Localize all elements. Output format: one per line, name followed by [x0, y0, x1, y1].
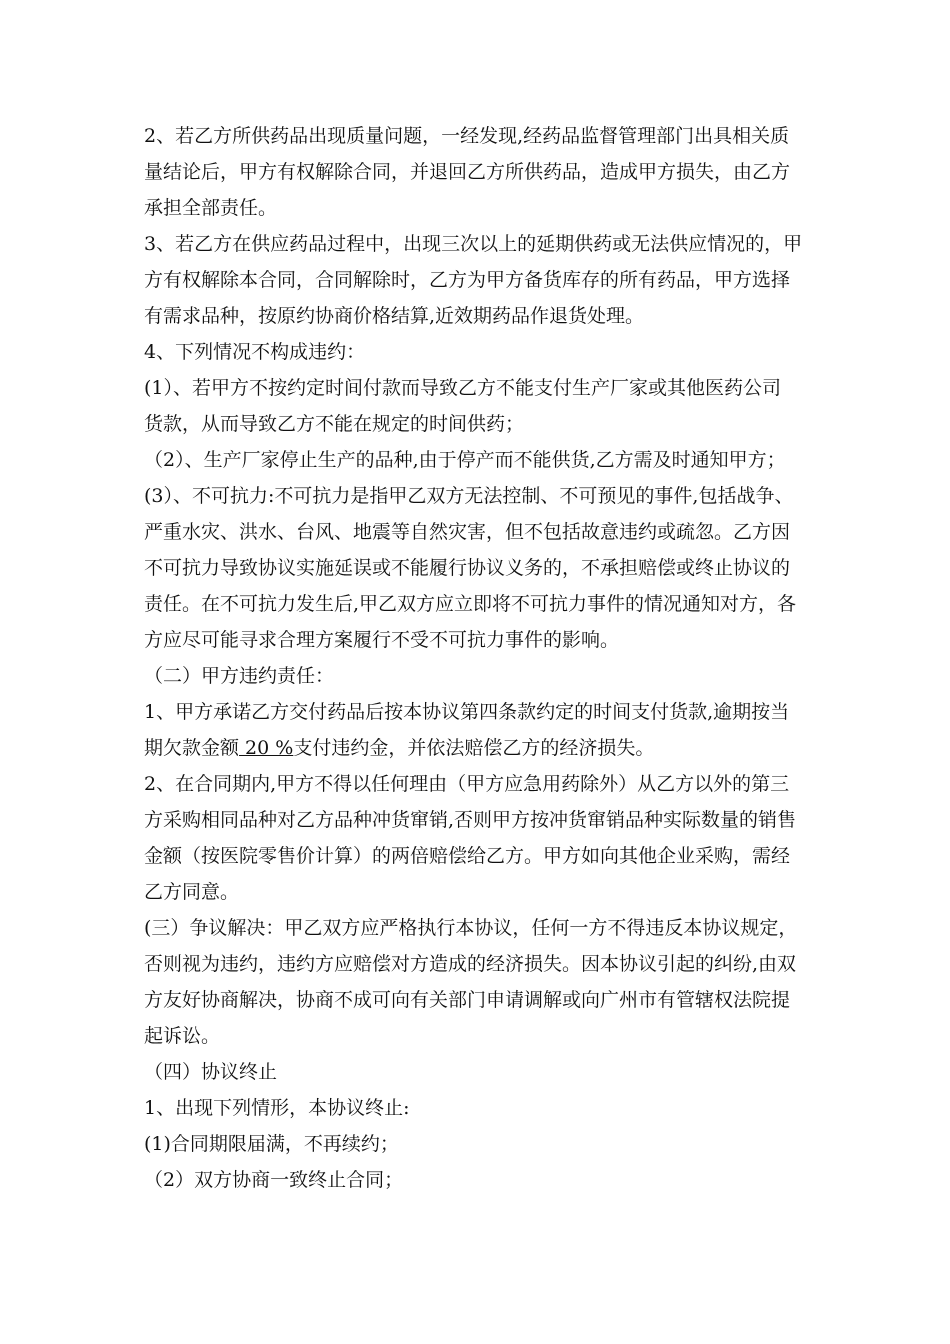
- termination-item-2: （2）双方协商一致终止合同；: [144, 1169, 404, 1191]
- termination-item-1: (1)合同期限届满，不再续约；: [144, 1133, 399, 1155]
- party-a-clause-1-line-2: [144, 736, 654, 760]
- item-3-line-5: 方应尽可能寻求合理方案履行不受不可抗力事件的影响。: [144, 629, 620, 651]
- clause-2-line-1: 2、若乙方所供药品出现质量问题，一经发现,经药品监督管理部门出具相关质: [144, 125, 790, 147]
- party-a-clause-2-line-2: 方采购相同品种对乙方品种冲货窜销,否则甲方按冲货窜销品种实际数量的销售: [144, 809, 797, 831]
- dispute-line-4: 起诉讼。: [144, 1025, 221, 1047]
- item-3-line-1: (3）、不可抗力:不可抗力是指甲乙双方无法控制、不可预见的事件,包括战争、: [144, 485, 794, 507]
- item-3-line-3: 不可抗力导致协议实施延误或不能履行协议义务的，不承担赔偿或终止协议的: [144, 557, 791, 579]
- termination-clause-1: 1、出现下列情形，本协议终止:: [144, 1097, 410, 1119]
- party-a-clause-2-line-3: 金额（按医院零售价计算）的两倍赔偿给乙方。甲方如向其他企业采购，需经: [144, 845, 791, 867]
- clause-3-line-3: 有需求品种，按原约协商价格结算,近效期药品作退货处理。: [144, 305, 645, 327]
- clause-2-line-3: 承担全部责任。: [144, 197, 278, 219]
- clause-3-line-2: 方有权解除本合同，合同解除时，乙方为甲方备货库存的所有药品，甲方选择: [144, 269, 791, 291]
- clause-2-line-2: 量结论后，甲方有权解除合同，并退回乙方所供药品，造成甲方损失，由乙方: [144, 161, 791, 183]
- party-a-clause-2-line-1: 2、在合同期内,甲方不得以任何理由（甲方应急用药除外）从乙方以外的第三: [144, 773, 790, 795]
- termination-heading: （四）协议终止: [144, 1061, 278, 1083]
- item-1-line-1: (1）、若甲方不按约定时间付款而导致乙方不能支付生产厂家或其他医药公司: [144, 377, 782, 399]
- dispute-line-1: (三）争议解决：甲乙双方应严格执行本协议，任何一方不得违反本协议规定，: [144, 917, 798, 939]
- penalty-prefix: 期欠款金额: [144, 737, 240, 759]
- section-2-heading: （二）甲方违约责任：: [144, 665, 335, 687]
- party-a-clause-2-line-4: 乙方同意。: [144, 881, 240, 903]
- item-3-line-2: 严重水灾、洪水、台风、地震等自然灾害，但不包括故意违约或疏忽。乙方因: [144, 521, 791, 543]
- penalty-rate: 20 %: [239, 737, 294, 759]
- item-1-line-2: 货款，从而导致乙方不能在规定的时间供药；: [144, 413, 525, 435]
- clause-4-heading: 4、下列情况不构成违约：: [144, 341, 366, 363]
- item-2-line-1: （2）、生产厂家停止生产的品种,由于停产而不能供货,乙方需及时通知甲方；: [144, 449, 786, 471]
- item-3-line-4: 责任。在不可抗力发生后,甲乙双方应立即将不可抗力事件的情况通知对方，各: [144, 593, 797, 615]
- dispute-line-2: 否则视为违约，违约方应赔偿对方造成的经济损失。因本协议引起的纠纷,由双: [144, 953, 797, 975]
- clause-3-line-1: 3、若乙方在供应药品过程中，出现三次以上的延期供药或无法供应情况的，甲: [144, 233, 803, 255]
- dispute-line-3: 方友好协商解决，协商不成可向有关部门申请调解或向广州市有管辖权法院提: [144, 989, 791, 1011]
- penalty-suffix: 支付违约金，并依法赔偿乙方的经济损失。: [293, 737, 655, 759]
- party-a-clause-1-line-1: 1、甲方承诺乙方交付药品后按本协议第四条款约定的时间支付货款,逾期按当: [144, 701, 790, 723]
